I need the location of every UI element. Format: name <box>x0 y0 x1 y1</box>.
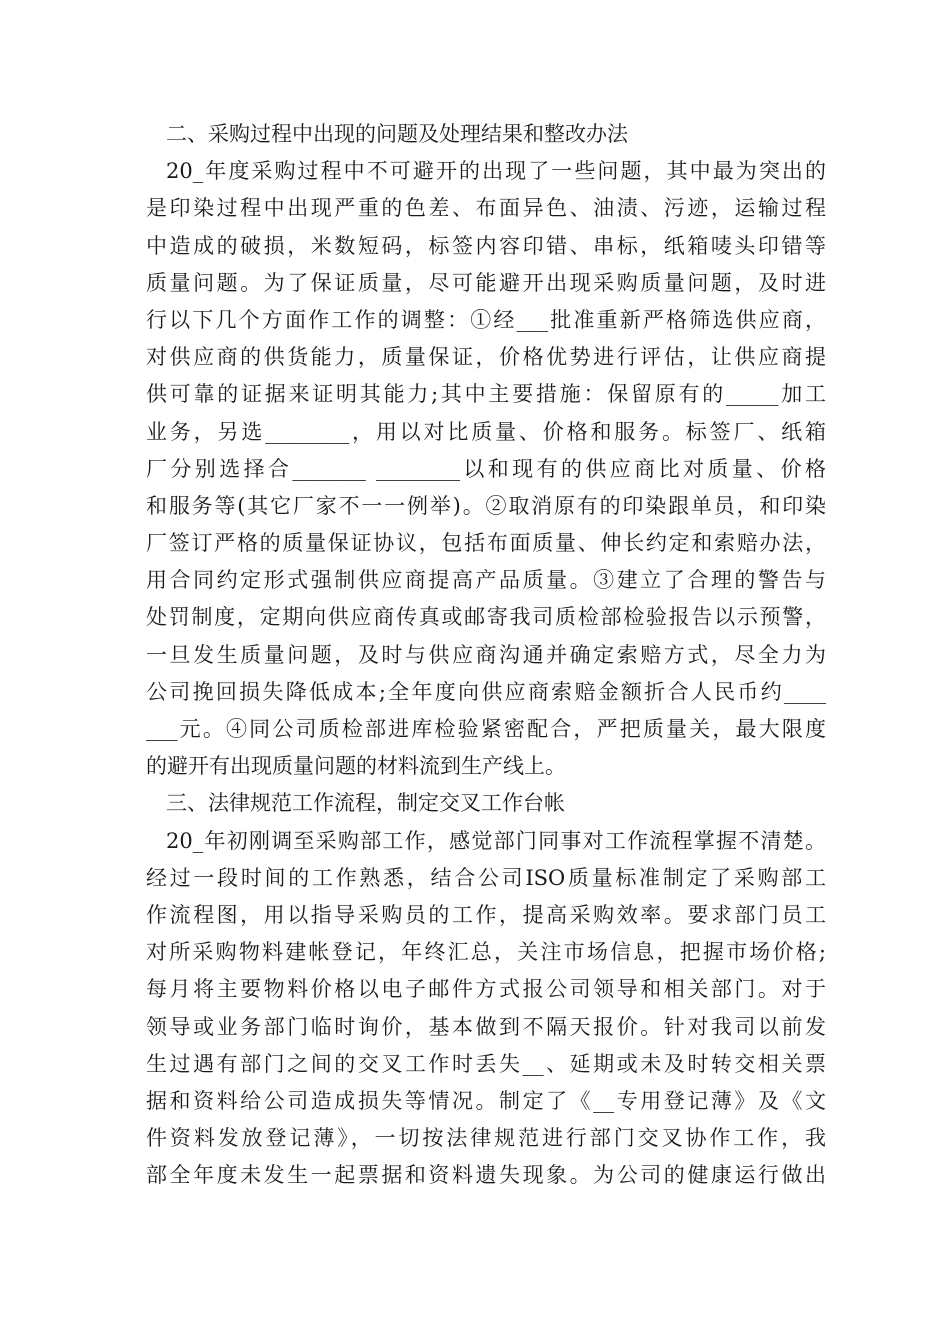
paragraph-line: 经过一段时间的工作熟悉，结合公司ISO质量标准制定了采购部工 <box>146 865 826 890</box>
section-heading: 二、采购过程中出现的问题及处理结果和整改办法 <box>166 122 628 146</box>
section-heading: 三、法律规范工作流程，制定交叉工作台帐 <box>166 791 565 816</box>
paragraph-line: 业务，另选________，用以对比质量、价格和服务。标签厂、纸箱 <box>146 419 826 444</box>
paragraph-line: 一旦发生质量问题，及时与供应商沟通并确定索赔方式，尽全力为 <box>146 642 826 667</box>
paragraph-line: 对所采购物料建帐登记，年终汇总，关注市场信息，把握市场价格; <box>146 940 826 965</box>
paragraph-line: 20_年度采购过程中不可避开的出现了一些问题，其中最为突出的 <box>166 159 826 184</box>
paragraph-line: 每月将主要物料价格以电子邮件方式报公司领导和相关部门。对于 <box>146 977 826 1002</box>
document-body <box>146 116 826 1194</box>
paragraph-line: 据和资料给公司造成损失等情况。制定了《__专用登记薄》及《文 <box>146 1088 826 1113</box>
paragraph-line: 用合同约定形式强制供应商提高产品质量。③建立了合理的警告与 <box>146 568 826 593</box>
paragraph-line: 20_年初刚调至采购部工作，感觉部门同事对工作流程掌握不清楚。 <box>166 828 826 853</box>
paragraph-line: 中造成的破损，米数短码，标签内容印错、串标，纸箱唛头印错等 <box>146 233 826 258</box>
paragraph-line: 对供应商的供货能力，质量保证，价格优势进行评估，让供应商提 <box>146 345 826 370</box>
paragraph-line: 厂分别选择合_______ ________以和现有的供应商比对质量、价格 <box>146 456 826 481</box>
paragraph-line: 供可靠的证据来证明其能力;其中主要措施：保留原有的_____加工 <box>146 382 826 407</box>
paragraph-line: 和服务等(其它厂家不一一例举)。②取消原有的印染跟单员，和印染 <box>146 493 826 518</box>
paragraph-line: 厂签订严格的质量保证协议，包括布面质量、伸长约定和索赔办法， <box>146 531 826 556</box>
paragraph-line: 领导或业务部门临时询价，基本做到不隔天报价。针对我司以前发 <box>146 1014 826 1039</box>
paragraph-line: ___元。④同公司质检部进库检验紧密配合，严把质量关，最大限度 <box>146 717 826 741</box>
paragraph-line: 质量问题。为了保证质量，尽可能避开出现采购质量问题，及时进 <box>146 270 826 295</box>
paragraph-line: 生过遇有部门之间的交叉工作时丢失__、延期或未及时转交相关票 <box>146 1051 826 1076</box>
paragraph-line: 件资料发放登记薄》，一切按法律规范进行部门交叉协作工作，我 <box>146 1126 826 1151</box>
paragraph-line: 的避开有出现质量问题的材料流到生产线上。 <box>146 754 566 779</box>
paragraph-line: 行以下几个方面作工作的调整：①经___批准重新严格筛选供应商， <box>146 307 826 332</box>
paragraph-line: 公司挽回损失降低成本;全年度向供应商索赔金额折合人民币约____ <box>146 679 826 704</box>
paragraph-line: 是印染过程中出现严重的色差、布面异色、油渍、污迹，运输过程 <box>146 196 826 221</box>
paragraph-line: 处罚制度，定期向供应商传真或邮寄我司质检部检验报告以示预警， <box>146 605 826 630</box>
paragraph-line: 作流程图，用以指导采购员的工作，提高采购效率。要求部门员工 <box>146 902 826 927</box>
paragraph-line: 部全年度未发生一起票据和资料遗失现象。为公司的健康运行做出 <box>146 1163 826 1188</box>
